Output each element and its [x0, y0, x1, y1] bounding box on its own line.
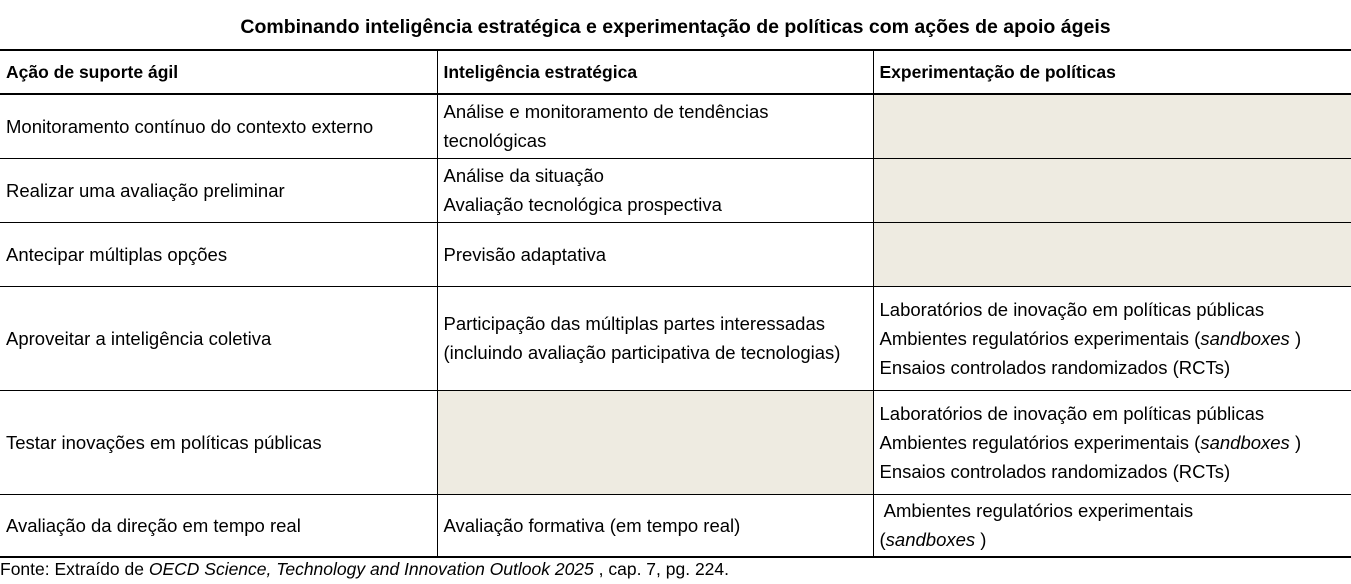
- experimentation-line-sandboxes: (sandboxes ): [879, 529, 987, 551]
- cell-experimentation-empty: [873, 94, 1351, 158]
- cell-intelligence: [437, 94, 873, 158]
- table-row: [0, 494, 1351, 557]
- experimentation-line: Ensaios controlados randomizados (RCTs): [879, 356, 1231, 378]
- intelligence-line: Participação das múltiplas partes interessadas (incluindo avaliação participativa de tecnologias): [443, 313, 841, 363]
- cell-action: Avaliação da direção em tempo real: [0, 494, 437, 557]
- header-strategic-intelligence: Inteligência estratégica: [437, 50, 873, 94]
- table-header-row: [0, 50, 1351, 94]
- table-title: Combinando inteligência estratégica e experimentação de políticas com ações de apoio ágeis: [240, 16, 1111, 38]
- cell-intelligence: [437, 222, 873, 286]
- cell-intelligence-empty: [437, 390, 873, 494]
- header-agile-action: Ação de suporte ágil: [0, 50, 437, 94]
- source-title: OECD Science, Technology and Innovation Outlook 2025: [148, 559, 594, 579]
- table-row: [0, 222, 1351, 286]
- intelligence-line: Avaliação formativa (em tempo real): [443, 514, 741, 536]
- intelligence-line: Avaliação tecnológica prospectiva: [443, 194, 722, 215]
- header-policy-experimentation: Experimentação de políticas: [873, 50, 1351, 94]
- experimentation-line: Laboratórios de inovação em políticas públicas: [879, 402, 1265, 424]
- experimentation-line: Ensaios controlados randomizados (RCTs): [879, 460, 1231, 482]
- cell-action: Testar inovações em políticas públicas: [0, 390, 437, 494]
- cell-action: Aproveitar a inteligência coletiva: [0, 286, 437, 390]
- experimentation-line: Ambientes regulatórios experimentais: [879, 500, 1194, 522]
- source-prefix: Fonte: Extraído de: [0, 559, 149, 579]
- cell-action: Antecipar múltiplas opções: [0, 222, 437, 286]
- cell-experimentation: [873, 390, 1351, 494]
- table-row: [0, 390, 1351, 494]
- experimentation-line-sandboxes: Ambientes regulatórios experimentais (sandboxes ): [879, 327, 1302, 349]
- comparison-table: [0, 49, 1351, 558]
- experimentation-line-sandboxes: Ambientes regulatórios experimentais (sandboxes ): [879, 431, 1302, 453]
- table-row: [0, 158, 1351, 222]
- intelligence-line: Análise e monitoramento de tendências tecnológicas: [443, 101, 769, 152]
- cell-experimentation: [873, 494, 1351, 557]
- table-row: [0, 286, 1351, 390]
- intelligence-line: Previsão adaptativa: [443, 243, 606, 265]
- cell-experimentation: [873, 286, 1351, 390]
- cell-action: Realizar uma avaliação preliminar: [0, 158, 437, 222]
- cell-action: Monitoramento contínuo do contexto externo: [0, 94, 437, 158]
- table-row: [0, 94, 1351, 158]
- experimentation-line: Laboratórios de inovação em políticas públicas: [879, 298, 1265, 320]
- cell-intelligence: [437, 158, 873, 222]
- intelligence-line: Análise da situação: [443, 165, 604, 186]
- source-note: [0, 556, 1351, 582]
- source-suffix: , cap. 7, pg. 224.: [593, 559, 729, 579]
- cell-experimentation-empty: [873, 222, 1351, 286]
- cell-experimentation-empty: [873, 158, 1351, 222]
- cell-intelligence: [437, 494, 873, 557]
- cell-intelligence: [437, 286, 873, 390]
